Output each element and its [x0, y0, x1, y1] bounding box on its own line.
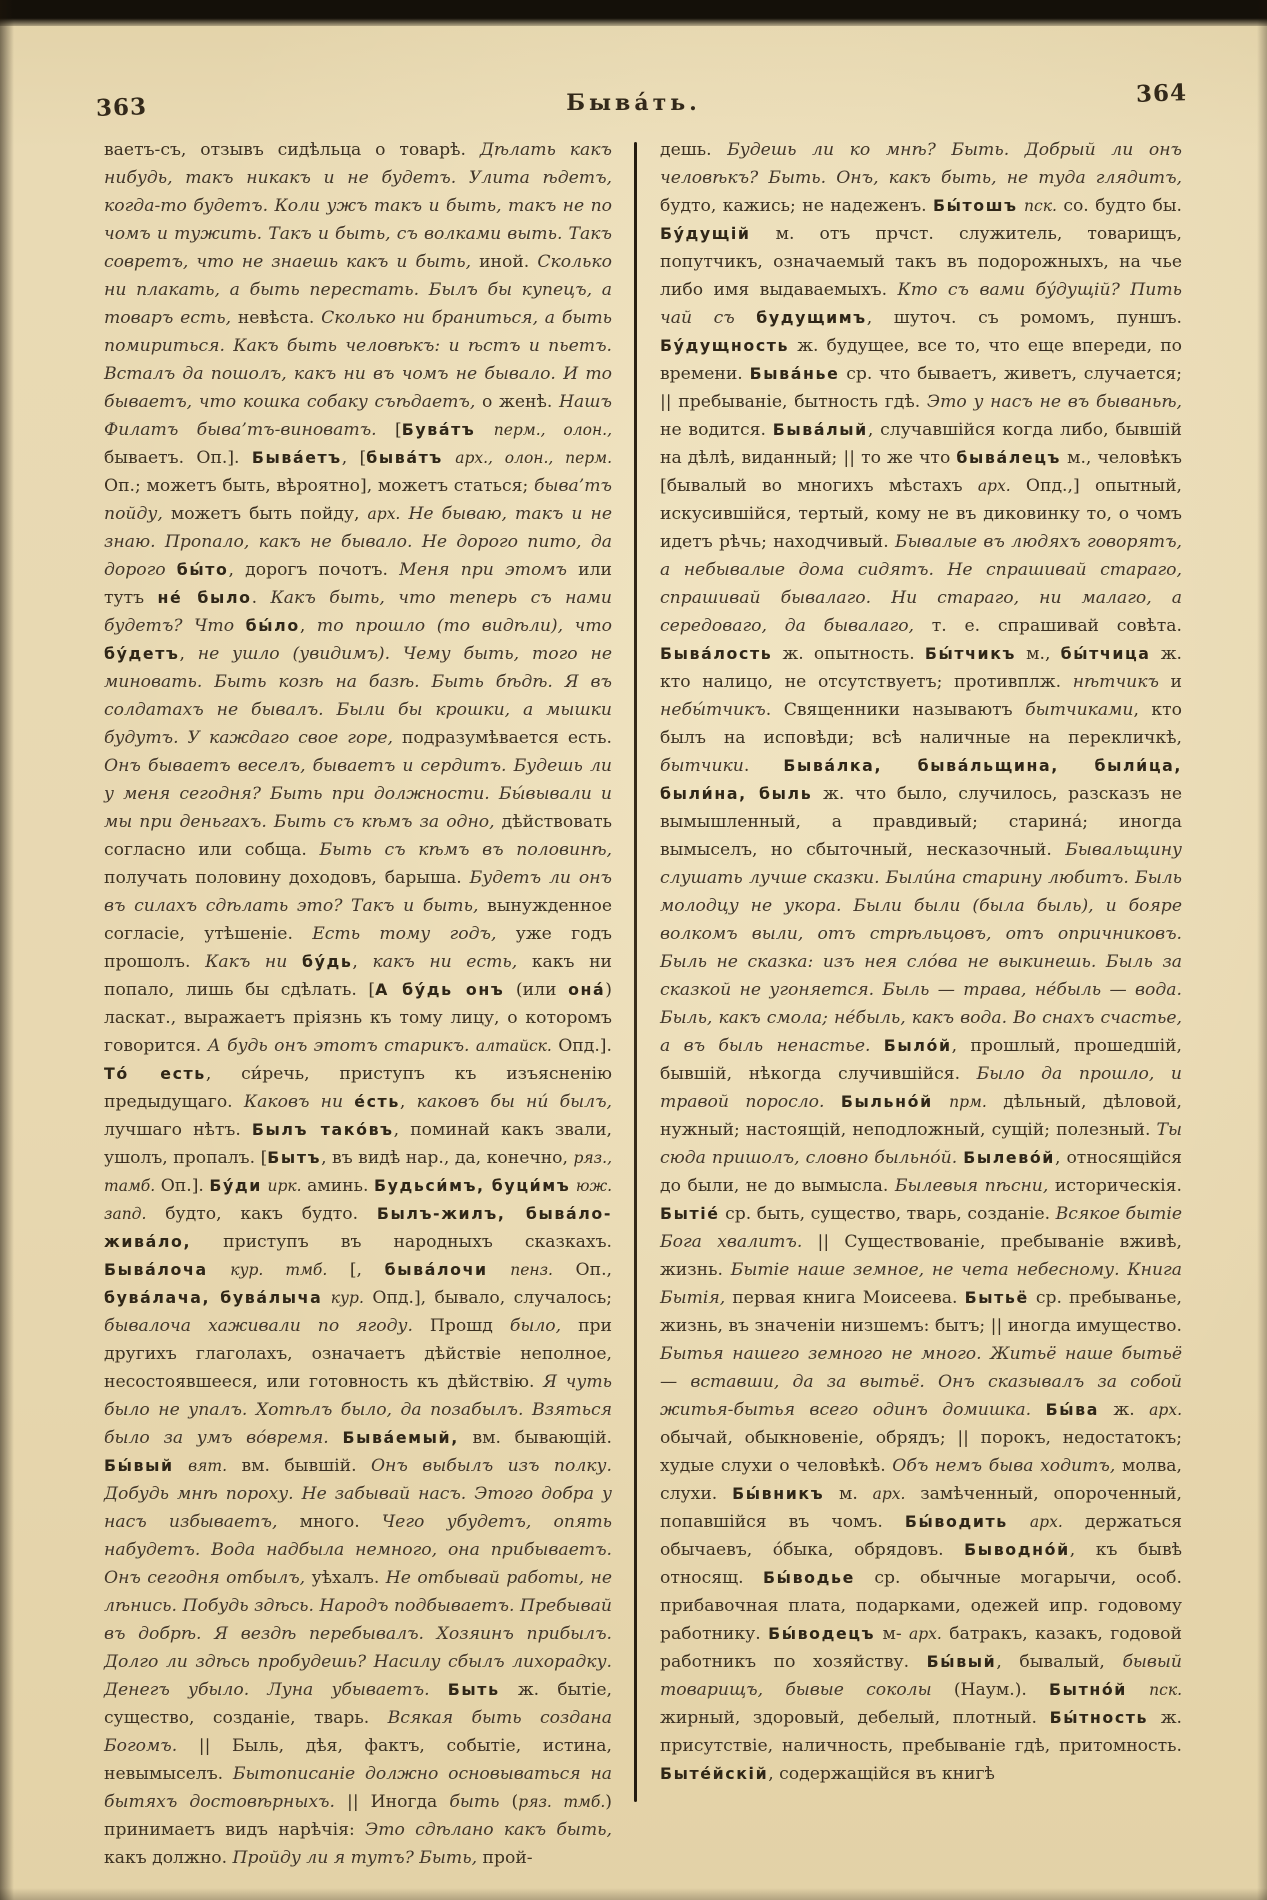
column-divider-rule	[634, 142, 637, 1802]
scan-edge-top	[0, 0, 1267, 26]
left-column-text: ваетъ-съ, отзывъ сидѣльца о товарѣ. Дѣлать какъ нибудь, такъ никакъ и не будетъ. Улита ѣдетъ, когда-то будетъ. Коли ужъ такъ и быть, такъ не по чомъ и тужить. Такъ и быть, съ волками выть. Такъ совретъ, что не знаешь какъ и быть, иной. Сколько ни плакать, а быть перестать. Былъ бы купецъ, а товаръ есть, невѣста. Сколько ни браниться, а быть помириться. Какъ быть человѣкъ: и ѣстъ и пьетъ. Всталъ да пошолъ, какъ ни въ чомъ не бывало. И то бываетъ, что кошка собаку съѣдаетъ, о женѣ. Нашъ Филатъ быва’тъ-виноватъ. [Бува́тъ перм., олон., бываетъ. Оп.]. Быва́етъ, [быва́тъ арх., олон., перм. Оп.; можетъ быть, вѣроятно], можетъ статься; быва’тъ пойду, можетъ быть пойду, арх. Не бываю, такъ и не знаю. Пропало, какъ не бывало. Не дорого пито, да дорого бы́то, дорогъ почотъ. Меня при этомъ или тутъ не́ было. Какъ быть, что теперь съ нами будетъ? Что бы́ло, то прошло (то видѣли), что бу́детъ, не ушло (увидимъ). Чему быть, того не миновать. Быть козѣ на базѣ. Быть бѣдѣ. Я въ солдатахъ не бывалъ. Были бы крошки, а мышки будутъ. У каждаго свое горе, подразумѣвается есть. Онъ бываетъ веселъ, бываетъ и сердитъ. Будешь ли у меня сегодня? Быть при должности. Бы́вывали и мы при деньгахъ. Быть съ кѣмъ за одно, дѣйствовать согласно или собща. Быть съ кѣмъ въ половинѣ, получать половину доходовъ, барыша. Будетъ ли онъ въ силахъ сдѣлать это? Такъ и быть, вынужденное согласіе, утѣшеніе. Есть тому годъ, уже годъ прошолъ. Какъ ни бу́дь, какъ ни есть, какъ ни попало, лишь бы сдѣлать. [А бу́дь онъ (или она́) ласкат., выражаетъ пріязнь къ тому лицу, о которомъ говорится. А будь онъ этотъ старикъ. алтайск. Опд.]. То́ есть, си́речь, приступъ къ изъясненію предыдущаго. Каковъ ни е́сть, каковъ бы ни́ былъ, лучшаго нѣтъ. Былъ тако́въ, поминай какъ звали, ушолъ, пропалъ. [Бытъ, въ видѣ нар., да, конечно, ряз., тамб. Оп.]. Бу́ди ирк. аминь. Будьси́мъ, буци́мъ юж. запд. будто, какъ будто. Былъ-жилъ, быва́ло-жива́ло, приступъ въ народныхъ сказкахъ. Быва́лоча кур. тмб. [, быва́лочи пенз. Оп., бува́лача, бува́лыча кур. Опд.], бывало, случалось; бывалоча хаживали по ягоду. Прошд было, при другихъ глаголахъ, означаетъ дѣйствіе неполное, несостоявшееся, или готовность къ дѣйствію. Я чуть было не упалъ. Хотѣлъ было, да позабылъ. Взяться было за умъ во́время. Быва́емый, вм. бывающій. Бы́вый вят. вм. бывшій. Онъ выбылъ изъ полку. Добудь мнѣ пороху. Не забывай насъ. Этого добра у насъ избываетъ, много. Чего убудетъ, опять набудетъ. Вода надбыла немного, она прибываетъ. Онъ сегодня отбылъ, уѣхалъ. Не отбывай работы, не лѣнись. Побудь здѣсь. Народъ подбываетъ. Пребывай въ добрѣ. Я вездѣ перебывалъ. Хозяинъ прибылъ. Долго ли здѣсь пробудешь? Насилу сбылъ лихорадку. Денегъ убыло. Луна убываетъ. Быть ж. бытіе, существо, созданіе, тварь. Всякая быть создана Богомъ. || Быль, дѣя, фактъ, событіе, истина, невымыселъ. Бытописаніе должно основываться на бытяхъ достовѣрныхъ. || Иногда быть (ряз. тмб.) принимаетъ видъ нарѣчія: Это сдѣлано какъ быть, какъ должно. Пройду ли я тутъ? Быть, прой-	[104, 140, 613, 1868]
page-header	[0, 78, 1267, 128]
right-column	[660, 136, 1182, 1788]
scan-edge-left	[0, 0, 14, 1900]
scan-edge-bottom	[0, 1888, 1267, 1900]
page-number-right: 364	[1135, 79, 1188, 108]
scan-edge-right	[1257, 0, 1267, 1900]
right-column-text: дешь. Будешь ли ко мнѣ? Быть. Добрый ли онъ человѣкъ? Быть. Онъ, какъ быть, не туда глядитъ, будто, кажись; не надеженъ. Бы́тошъ пск. со. будто бы. Бу́дущій м. отъ прчст. служитель, товарищъ, попутчикъ, означаемый такъ въ подорожныхъ, на чье либо имя выдаваемыхъ. Кто съ вами бу́дущій? Пить чай съ будущимъ, шуточ. съ ромомъ, пуншъ. Бу́дущность ж. будущее, все то, что еще впереди, по времени. Быва́нье ср. что бываетъ, живетъ, случается; || пребываніе, бытность гдѣ. Это у насъ не въ бываньѣ, не водится. Быва́лый, случавшійся когда либо, бывшій на дѣлѣ, виданный; || то же что быва́лецъ м., человѣкъ [бывалый во многихъ мѣстахъ арх. Опд.,] опытный, искусившійся, тертый, кому не въ диковинку то, о чомъ идетъ рѣчь; находчивый. Бывалые въ людяхъ говорятъ, а небывалые дома сидятъ. Не спрашивай стараго, спрашивай бывалаго. Ни стараго, ни малаго, а середоваго, да бывалаго, т. е. спрашивай совѣта. Быва́лость ж. опытность. Бы́тчикъ м., бы́тчица ж. кто налицо, не отсутствуетъ; противплж. нѣтчикъ и небы́тчикъ. Священники называютъ бытчиками, кто былъ на исповѣди; всѣ наличные на перекличкѣ, бытчики. Быва́лка, быва́льщина, были́ца, были́на, быль ж. что было, случилось, разсказъ не вымышленный, а правдивый; старина́; иногда вымыселъ, но сбыточный, несказочный. Бывальщину слушать лучше сказки. Были́на старину любитъ. Быль молодцу не укора. Были были (была быль), и бояре волкомъ выли, отъ стрѣльцовъ, отъ опричниковъ. Быль не сказка: изъ нея сло́ва не выкинешь. Быль за сказкой не угоняется. Быль — трава, не́быль — вода. Быль, какъ смола; не́быль, какъ вода. Во снахъ счастье, а въ быль ненастье. Было́й, прошлый, прошедшій, бывшій, нѣкогда случившійся. Было да прошло, и травой поросло. Быльно́й прм. дѣльный, дѣловой, нужный; настоящій, неподложный, сущій; полезный. Ты сюда пришолъ, словно быльно́й. Былево́й, относящійся до были, не до вымысла. Былевыя пѣсни, историческія. Бытіе́ ср. быть, существо, тварь, созданіе. Всякое бытіе Бога хвалитъ. || Существованіе, пребываніе вживѣ, жизнь. Бытіе наше земное, не чета небесному. Книга Бытія, первая книга Моисеева. Бытьё ср. пребыванье, жизнь, въ значеніи низшемъ: бытъ; || иногда имущество. Бытья нашего земного не много. Житьё наше бытьё — вставши, да за вытьё. Онъ сказывалъ за собой житья-бытья всего одинъ домишка. Бы́ва ж. арх. обычай, обыкновеніе, обрядъ; || порокъ, недостатокъ; худые слухи о человѣкѣ. Объ немъ быва ходитъ, молва, слухи. Бы́вникъ м. арх. замѣченный, опороченный, попавшійся въ чомъ. Бы́водить арх. держаться обычаевъ, о́быка, обрядовъ. Быводно́й, къ бывѣ относящ. Бы́водье ср. обычные могарычи, особ. прибавочная плата, подарками, одежей ипр. годовому работнику. Бы́водецъ м- арх. батракъ, казакъ, годовой работникъ по хозяйству. Бы́вый, бывалый, бывый товарищъ, бывые соколы (Наум.). Бытно́й пск. жирный, здоровый, дебелый, плотный. Бы́тность ж. присутствіе, наличность, пребываніе гдѣ, притомность. Быте́йскій, содержащійся въ книгѣ	[660, 140, 1183, 1784]
running-title: Быва́ть.	[566, 90, 701, 116]
left-column	[104, 136, 612, 1872]
page-number-left: 363	[95, 93, 148, 122]
